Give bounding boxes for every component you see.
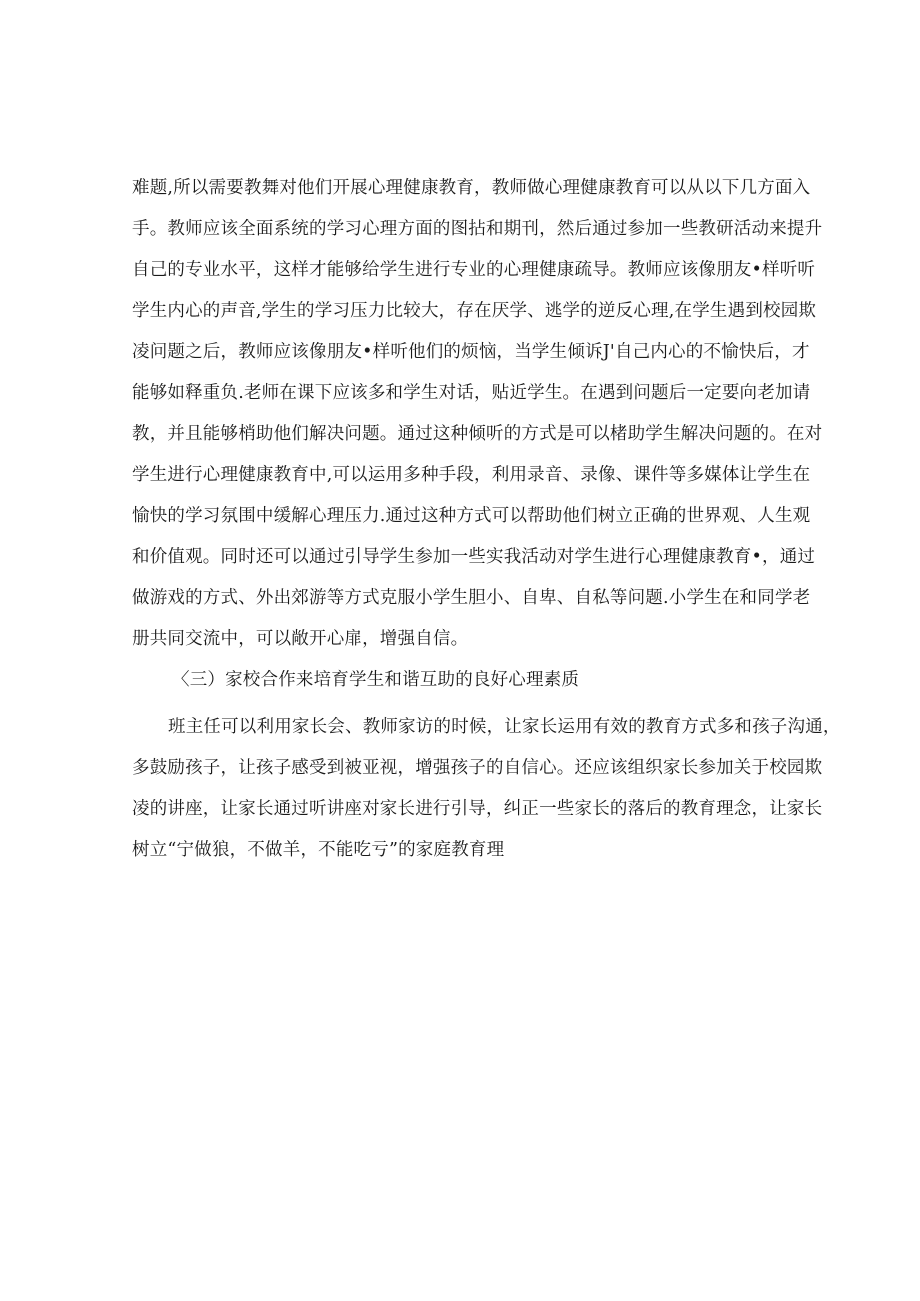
paragraph-1-line-4: 学生内心的声音,学生的学习压力比较大，存在厌学、逃学的逆反心理,在学生遇到校园欺 bbox=[132, 301, 817, 321]
paragraph-2-line-3: 凌的讲座，让家长通过听讲座对家长进行引导，纠正一些家长的落后的教育理念，让家长 bbox=[132, 799, 823, 819]
paragraph-1-line-6: 能够如释重负.老师在课下应该多和学生对话，贴近学生。在遇到问题后一定要向老加请 bbox=[132, 383, 811, 403]
paragraph-1-line-12: 册共同交流中，可以敞开心扉，增强自信。 bbox=[132, 629, 469, 649]
paragraph-2-line-2: 多鼓励孩子，让孩子感受到被亚视，增强孩子的自信心。还应该组织家长参加关于校园欺 bbox=[132, 758, 823, 778]
paragraph-1-line-10: 和价值观。同时还可以通过引导学生参加一些实我活动对学生进行心理健康教育•，通过 bbox=[132, 547, 816, 567]
paragraph-1-line-3: 自己的专业水平，这样才能够给学生进行专业的心理健康疏导。教师应该像朋友•样听听 bbox=[132, 260, 816, 280]
paragraph-1-line-2: 手。教师应该全面系统的学习心理方面的图拈和期刊，然后通过参加一些教研活动来提升 bbox=[132, 219, 823, 239]
section-heading: 〈三）家校合作来培育学生和谐互助的良好心理素质 bbox=[172, 670, 580, 690]
paragraph-1-line-9: 愉快的学习氛围中缓解心理压力.通过这种方式可以帮助他们树立正确的世界观、人生观 bbox=[132, 506, 811, 526]
paragraph-1-line-11: 做游戏的方式、外出郊游等方式克服小学生胆小、自卑、自私等问题.小学生在和同学老 bbox=[132, 588, 811, 608]
paragraph-1-line-5: 凌问题之后，教师应该像朋友•样听他们的烦恼，当学生倾诉J'自己内心的不愉快后，才 bbox=[132, 342, 810, 362]
paragraph-1-line-8: 学生进行心理健康教育中,可以运用多种手段，利用录音、录像、课件等多媒体让学生在 bbox=[132, 465, 811, 485]
paragraph-1-line-7: 教，并且能够梢助他们解决问题。通过这种倾听的方式是可以楮助学生解决问题的。在对 bbox=[132, 424, 823, 444]
paragraph-1-line-1: 难题,所以需要教舞对他们开展心理健康教育，教师做心理健康教育可以从以下几方面入 bbox=[132, 178, 811, 198]
paragraph-2-line-4: 树立“宁做狼，不做羊，不能吃亏”的家庭教育理 bbox=[132, 840, 505, 860]
paragraph-2-line-1: 班主任可以利用家长会、教师家访的时候，让家长运用有效的教育方式多和孩子沟通， bbox=[168, 717, 841, 737]
